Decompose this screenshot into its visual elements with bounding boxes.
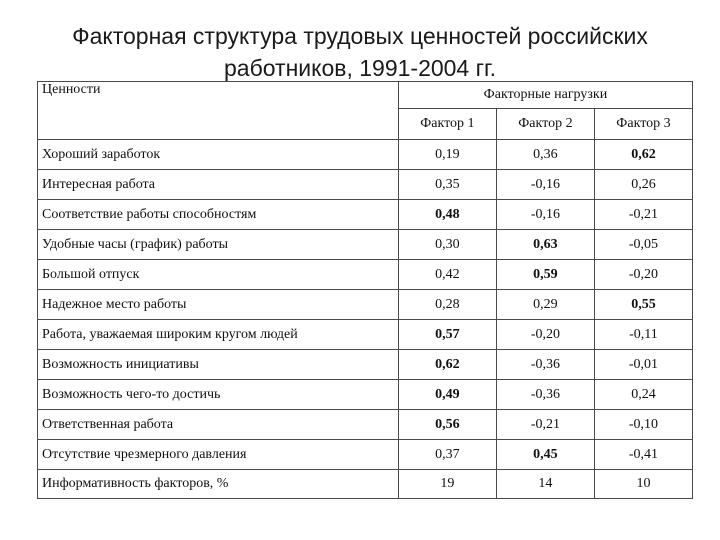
row-label: Информативность факторов, %	[38, 470, 399, 499]
factor-1-value: 0,49	[398, 380, 496, 410]
factor-3-value: 0,55	[594, 290, 692, 320]
factor-2-value: -0,21	[496, 410, 594, 440]
factor-1-value: 19	[398, 470, 496, 499]
table-row	[38, 140, 693, 170]
factor-1-value: 0,48	[398, 200, 496, 230]
factor-2-value: 0,29	[496, 290, 594, 320]
factor-2-value: 0,59	[496, 260, 594, 290]
factor-2-value: -0,20	[496, 320, 594, 350]
slide-title-line-1: Факторная структура трудовых ценностей российских	[72, 23, 648, 49]
table-row	[38, 350, 693, 380]
row-label: Возможность инициативы	[38, 350, 399, 380]
factor-3-value: -0,41	[594, 440, 692, 470]
factor-3-value: 10	[594, 470, 692, 499]
table-row	[38, 290, 693, 320]
factor-1-value: 0,62	[398, 350, 496, 380]
header-factor-loadings: Факторные нагрузки	[398, 82, 692, 109]
slide-title	[0, 20, 720, 84]
factor-2-value: 14	[496, 470, 594, 499]
factor-2-value: -0,36	[496, 350, 594, 380]
table-row	[38, 200, 693, 230]
factor-1-value: 0,57	[398, 320, 496, 350]
factor-3-value: -0,05	[594, 230, 692, 260]
table-row	[38, 440, 693, 470]
factor-3-value: 0,26	[594, 170, 692, 200]
header-factor-1: Фактор 1	[398, 109, 496, 140]
factor-1-value: 0,19	[398, 140, 496, 170]
header-factor-2: Фактор 2	[496, 109, 594, 140]
table-body	[38, 140, 693, 499]
row-label: Надежное место работы	[38, 290, 399, 320]
row-label: Хороший заработок	[38, 140, 399, 170]
factor-3-value: -0,20	[594, 260, 692, 290]
factor-1-value: 0,30	[398, 230, 496, 260]
table-row	[38, 230, 693, 260]
table-row	[38, 380, 693, 410]
header-factor-3: Фактор 3	[594, 109, 692, 140]
factor-1-value: 0,37	[398, 440, 496, 470]
factor-2-value: -0,16	[496, 170, 594, 200]
row-label: Интересная работа	[38, 170, 399, 200]
table-row	[38, 260, 693, 290]
factor-3-value: -0,10	[594, 410, 692, 440]
row-label: Соответствие работы способностям	[38, 200, 399, 230]
row-label: Работа, уважаемая широким кругом людей	[38, 320, 399, 350]
row-label: Удобные часы (график) работы	[38, 230, 399, 260]
factor-2-value: 0,63	[496, 230, 594, 260]
row-label: Отсутствие чрезмерного давления	[38, 440, 399, 470]
factor-3-value: -0,21	[594, 200, 692, 230]
table-row	[38, 470, 693, 499]
factor-1-value: 0,42	[398, 260, 496, 290]
table-row	[38, 170, 693, 200]
table-row	[38, 320, 693, 350]
factor-3-value: -0,01	[594, 350, 692, 380]
factor-2-value: 0,45	[496, 440, 594, 470]
factor-loadings-table	[37, 81, 693, 499]
factor-2-value: 0,36	[496, 140, 594, 170]
row-label: Ответственная работа	[38, 410, 399, 440]
factor-2-value: -0,36	[496, 380, 594, 410]
factor-2-value: -0,16	[496, 200, 594, 230]
factor-3-value: -0,11	[594, 320, 692, 350]
header-values: Ценности	[38, 82, 399, 140]
table-row	[38, 410, 693, 440]
factor-3-value: 0,24	[594, 380, 692, 410]
slide-title-line-2: работников, 1991-2004 гг.	[224, 55, 496, 81]
factor-3-value: 0,62	[594, 140, 692, 170]
factor-1-value: 0,35	[398, 170, 496, 200]
row-label: Большой отпуск	[38, 260, 399, 290]
row-label: Возможность чего-то достичь	[38, 380, 399, 410]
factor-1-value: 0,56	[398, 410, 496, 440]
factor-1-value: 0,28	[398, 290, 496, 320]
